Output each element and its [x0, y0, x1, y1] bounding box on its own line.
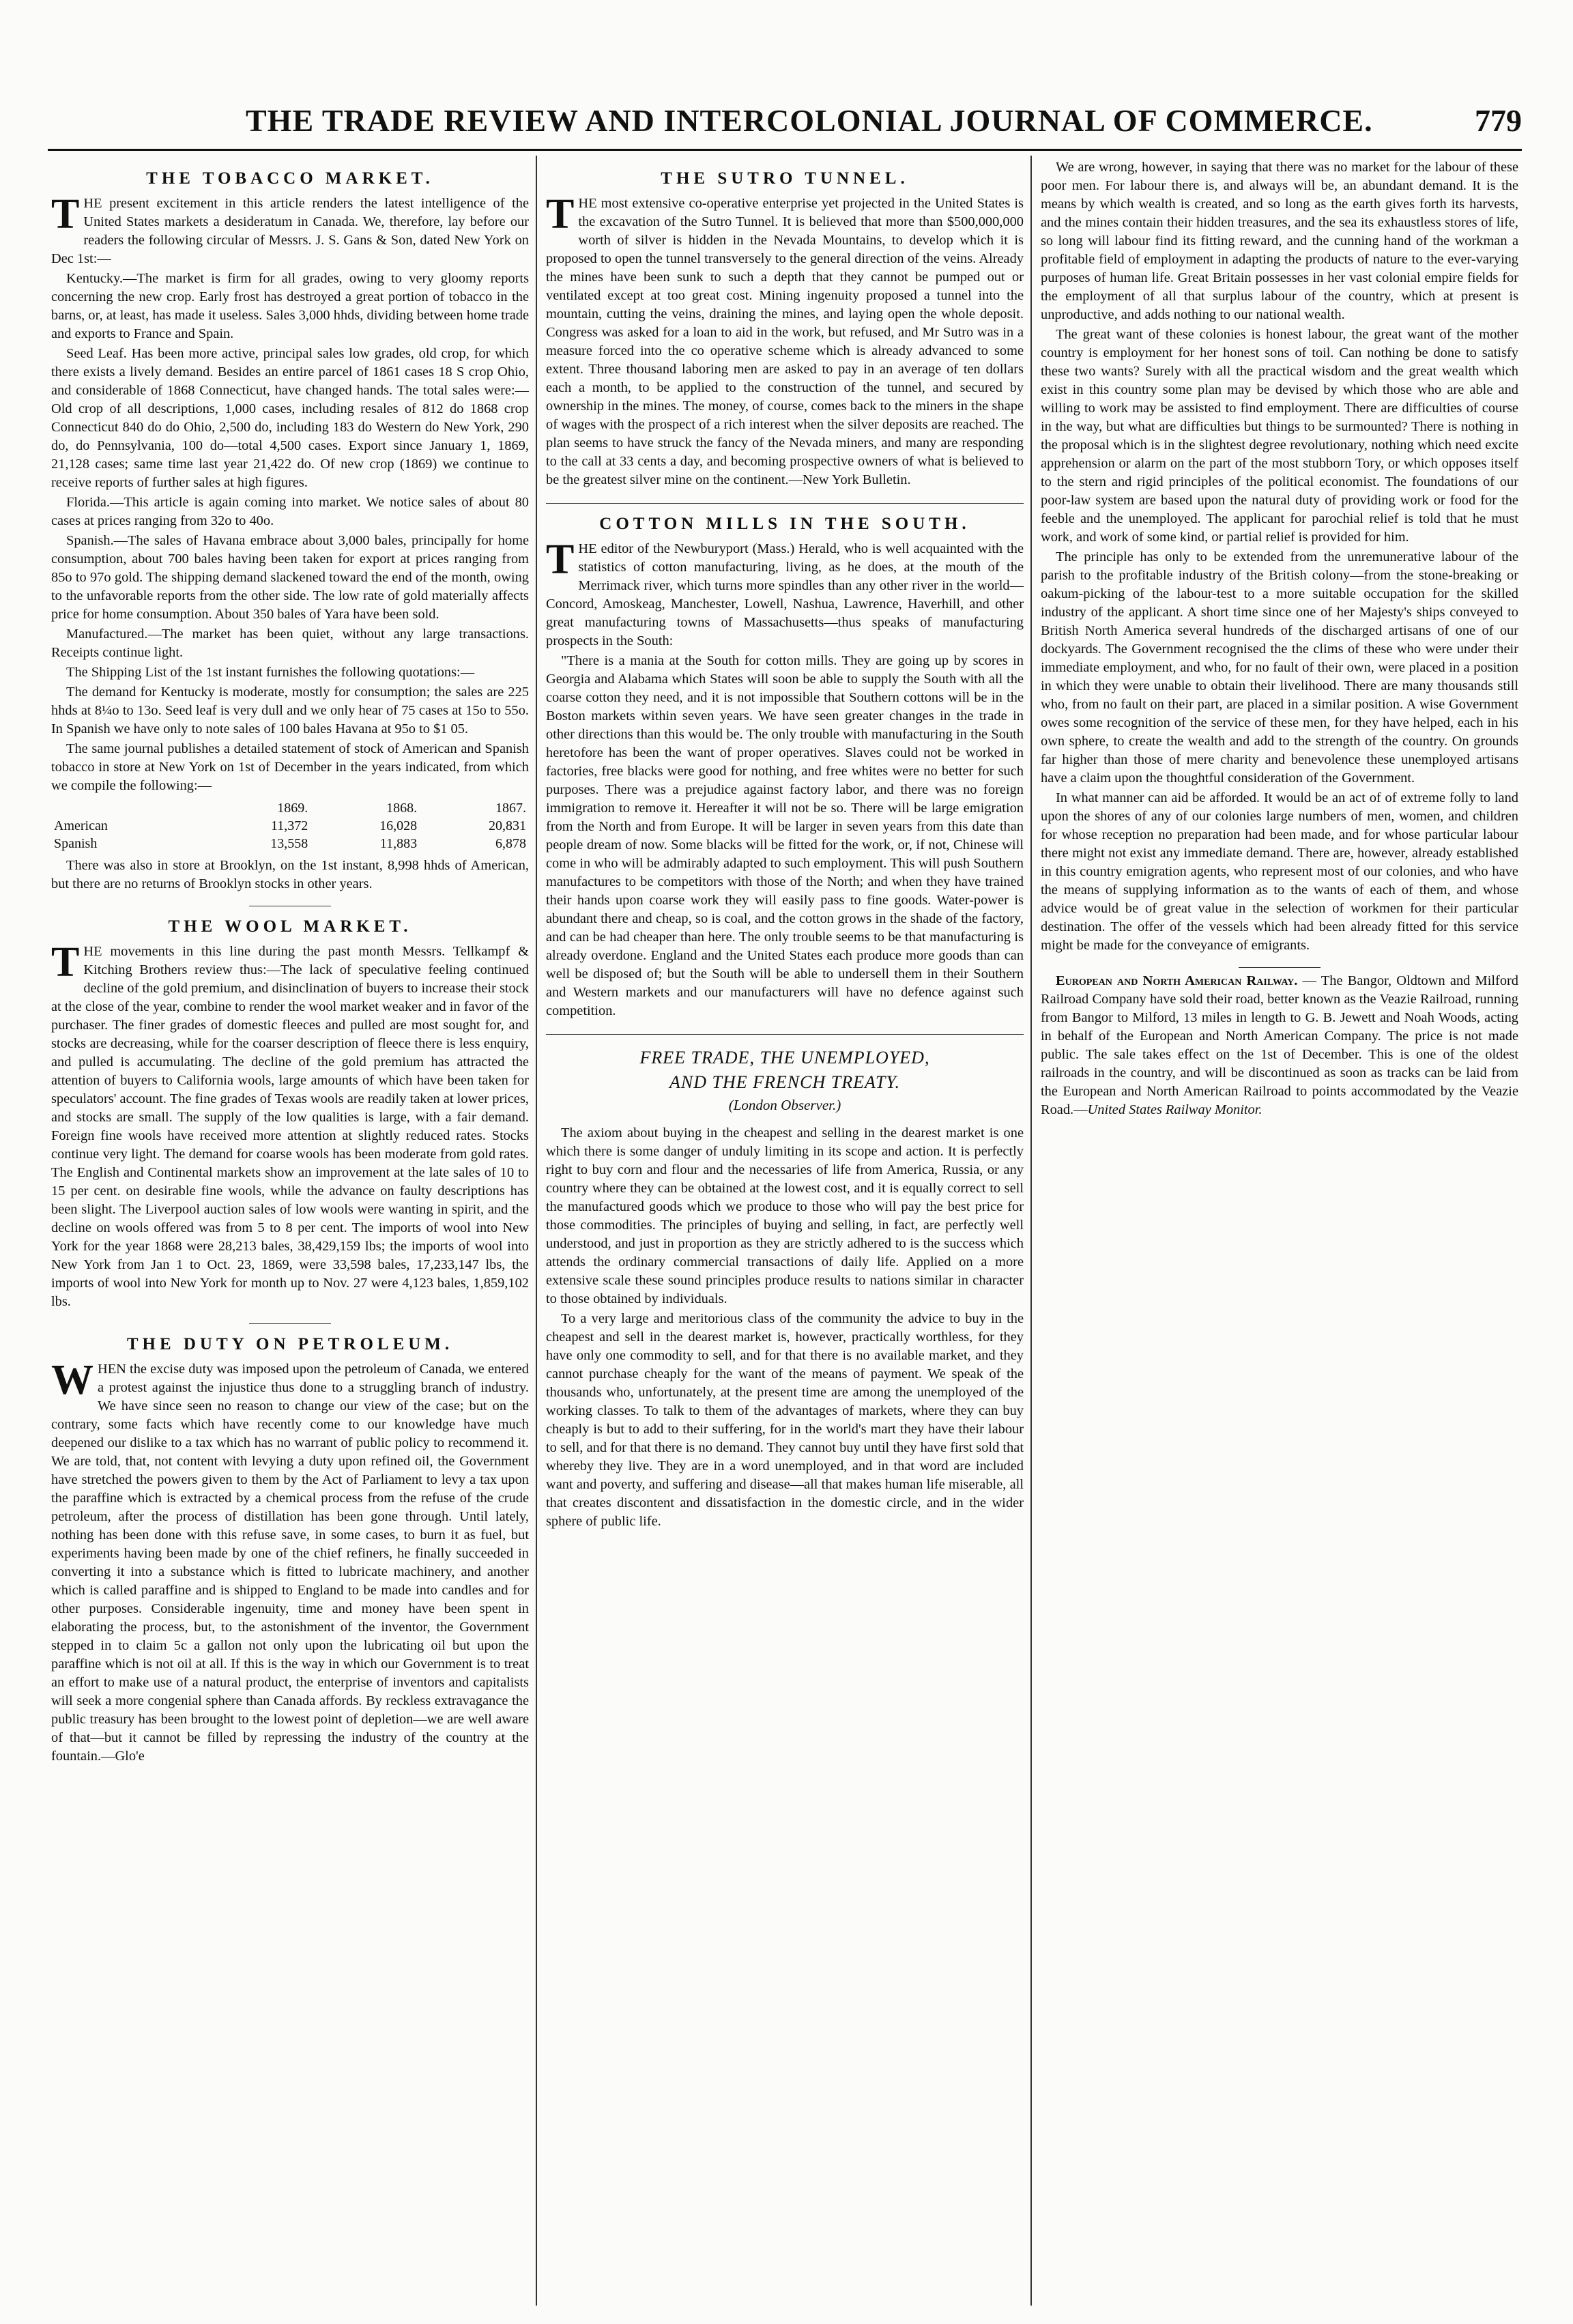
- column-rule-2: [1030, 156, 1032, 2306]
- year-1868: 1868.: [386, 801, 418, 816]
- masthead: [48, 102, 1522, 150]
- tobacco-florida: Florida.—This article is again coming into market. We notice sales of about 80 cases at prices ranging from 32o to 40o.: [51, 495, 529, 528]
- free-trade-p3: We are wrong, however, in saying that there was no market for the labour of these poor men. For labour there is, and always will be, an abundant demand. It is the means by which wealth is created, and so long as the earth gives forth its harvests, and the mines contain their hidden treasures, and the sea its exhaustless stores of life, so long will labour find its fitting reward, and the cunning hand of the workman a profitable field of employment in adapting the products of nature to the ever-varying purposes of human life. Great Britain possesses in her vast colonial empire fields for the employment of all that surplus labour of the country, which at present is unproductive, and adds nothing to our national wealth.: [1041, 160, 1518, 322]
- tobacco-intro: THE present excitement in this article renders the latest intelligence of the United States markets a desideratum in Canada. We, therefore, lay before our readers the following circular of Messrs. J. S. Gans & Son, dated New York on Dec 1st:—: [51, 191, 529, 266]
- table-cell: 16,028: [379, 818, 418, 833]
- section-separator: [249, 1323, 331, 1324]
- sutro-body: THE most extensive co-operative enterprise yet projected in the United States is the excavation of the Sutro Tunnel. It is believed that more than $500,000,000 worth of silver is hidden in the Nevada Mountains, to develop which it is proposed to open the tunnel transversely to the general direction of the veins. Already the mines have been sunk to such a depth that they cannot be pumped out or ventilated except at too great cost. Mining ingenuity proposed a tunnel into the mountain, cutting the veins, draining the mines, and laying open the whole deposit. Congress was asked for a loan to aid in the work, but refused, and Mr Sutro was in a measure forced into the co operative scheme which is already advanced to some extent. Three thousand laboring men are asked to pay in an average of ten dollars each a month, to be applied to the construction of the tunnel, and secured by ownership in the mines. The money, of course, comes back to the miners in the shape of wages with the prospect of a rich interest when the silver deposits are reached. The plan seems to have struck the fancy of the Nevada miners, and many are responding to the call at 33 cents a day, and becoming prospective owners of what is believed to be the greatest silver mine on the continent.—New York Bulletin.: [546, 191, 1024, 487]
- table-cell: 13,558: [270, 836, 308, 851]
- drop-cap-t: T: [51, 191, 80, 238]
- free-trade-p5: The principle has only to be extended from the unremunerative labour of the parish to the profitable industry of the British colony—from the stone-breaking or oakum-picking of the labour-test to a more suitable occupation for the skilled industry of the applicant. A short time since one of her Majesty's ships conveyed to British North America several hundreds of the discharged artisans of one of our dockyards. The Government recognised the the clims of these who were under their immediate employment, and who, for no fault of their own, were placed in a position in which they were unable to obtain their livelihood. There are many thousands still who, from no fault on their part, are placed in a similar position. A wise Government owes some recognition of the service of these men, for they have helped, each in his own sphere, to create the wealth and add to the strength of the country. On grounds far higher than those of mere charity and benevolence these unemployed artisans have a claim upon the thoughtful consideration of the Government.: [1041, 549, 1518, 786]
- column-2: [546, 158, 1024, 2301]
- railway-notice: [1041, 972, 1518, 1119]
- tobacco-demand: The demand for Kentucky is moderate, mostly for consumption; the sales are 225 hhds at 8¼o to 13o. Seed leaf is very dull and we only hear of 75 cases at 15o to 55o. In Spanish we have only to note sales of 100 bales Havana at 95o to $1 05.: [51, 685, 529, 736]
- wool-heading: THE WOOL MARKET.: [168, 917, 412, 936]
- row-label: Spanish: [54, 836, 98, 851]
- row-label: American: [54, 818, 108, 833]
- cotton-heading: COTTON MILLS IN THE SOUTH.: [599, 515, 970, 533]
- railway-text: — The Bangor, Oldtown and Milford Railroad Company have sold their road, better known as the Veazie Railroad, running from Bangor to Milford, 13 miles in length to G. B. Jewett and Noah Woods, acting in behalf of the European and North American Company. The price is not made public. The sale takes effect on the 1st of December. This is one of the oldest railroads in the country, and will be discontinued as soon as tracks can be laid from the European and North American Railroad to points accommodated by the Veazie Road.—: [1041, 973, 1518, 1117]
- free-trade-p4: The great want of these colonies is honest labour, the great want of the mother country is employment for her honest sons of toil. Can nothing be done to satisfy these two wants? Surely with all the practical wisdom and the great wealth which exist in this country some plan may be devised by which those who are able and willing to work may be assisted to find employment. There are difficulties of course in the way, but what are difficulties but things to be surmounted? There is nothing in the proposal which is in the slightest degree revolutionary, nothing which need excite apprehension or alarm on the part of the most stubborn Tory, or which opposes itself to the stern and rigid principles of the political economist. The foundations of our poor-law system are based upon the natural duty of providing work or food for the feeble and the unemployed. The applicant for parochial relief is told that he must work, and work of some kind, or partial relief is provided for him.: [1041, 327, 1518, 545]
- column-rule-1: [536, 156, 537, 2306]
- wool-body: THE movements in this line during the past month Messrs. Tellkampf & Kitching Brothers review thus:—The lack of speculative feeling continued decline of the gold premium, and disinclination of buyers to increase their stock at the close of the year, combine to render the wool market weaker and in favor of the purchaser. The finer grades of domestic fleeces and pulled are most sought for, and stocks are decreasing, while for the coarser description of fleece there is less enquiry, and pulled is accumulating. The decline of the gold premium has attracted the attention of buyers to California wools, large amounts of which have been taken for speculators' account. The fine grades of Texas wools are readily taken at lower prices, and stocks are small. The supply of the low qualities is large, with a fair demand. Foreign fine wools have received more attention at slightly reduced rates. Stocks continue very light. The demand for coarse wools has been moderate from gold rates. The English and Continental markets show an improvement at the late sales of 10 to 15 per cent. on desirable fine wools, while the advance on faulty descriptions has been slight. The Liverpool auction sales of low wools were wanting in spirit, and the decline on wools offered was from 5 to 8 per cent. The imports of wool into New York for the year 1868 were 28,213 bales, 38,429,159 lbs; the imports of wool into New York from Jan 1 to Oct. 23, 1869, were 33,598 bales, 17,233,147 lbs, the imports of wool into New York for month up to Nov. 27 were 4,123 bales, 1,859,102 lbs.: [51, 939, 529, 1309]
- drop-cap-t: T: [51, 939, 80, 986]
- free-trade-p1: The axiom about buying in the cheapest and selling in the dearest market is one which there is some danger of unduly limiting in its scope and action. It is perfectly right to buy corn and flour and the necessaries of life from America, Russia, or any country where they can be obtained at the lowest cost, and it is equally correct to sell the manufactured goods which we produce to those who will pay the best price for those commodities. The principles of buying and selling, in fact, are perfectly well understood, and just in proportion as they are strictly adhered to is the success which attends the ordinary commercial transactions of daily life. Applied on a more extensive scale these sound principles produce results to nations similar in character to those obtained by individuals.: [546, 1125, 1024, 1306]
- header-rule: [48, 149, 1522, 151]
- section-separator: [546, 1034, 1024, 1035]
- year-1869: 1869.: [277, 801, 308, 816]
- cotton-intro: THE editor of the Newburyport (Mass.) Herald, who is well acquainted with the statistics of cotton manufacturing, living, as he does, at the mouth of the Merrimack river, which turns more spindles than any other river in the world—Concord, Amoskeag, Manchester, Lowell, Nashua, Lawrence, Haverhill, and other great manufacturing towns of Massachusetts—thus speaks of manufacturing prospects in the South:: [546, 536, 1024, 648]
- free-trade-heading-line1: FREE TRADE, THE UNEMPLOYED,: [639, 1048, 930, 1067]
- drop-cap-t: T: [546, 536, 575, 583]
- page-number: 779: [1475, 103, 1522, 138]
- tobacco-manufactured: Manufactured.—The market has been quiet, without any large transactions. Receipts continue light.: [51, 627, 529, 660]
- journal-title: THE TRADE REVIEW AND INTERCOLONIAL JOURNAL OF COMMERCE.: [246, 103, 1373, 138]
- tobacco-brooklyn: There was also in store at Brooklyn, on the 1st instant, 8,998 hhds of American, but there are no returns of Brooklyn stocks in other years.: [51, 858, 529, 891]
- drop-cap-w: W: [51, 1357, 93, 1403]
- tobacco-stock-table: [51, 799, 529, 852]
- tobacco-stock-statement: The same journal publishes a detailed statement of stock of American and Spanish tobacco in store at New York on 1st of December in the years indicated, from which we compile the following:—: [51, 741, 529, 793]
- year-1867: 1867.: [495, 801, 526, 816]
- table-row: [51, 817, 529, 835]
- free-trade-p2: To a very large and meritorious class of the community the advice to buy in the cheapest and sell in the dearest market is, however, practically worthless, for they have only one commodity to sell, and for that there is no available market, and they cannot purchase cheaply for the want of the means of payment. We speak of the thousands who, unfortunately, at the present time are among the unemployed of the working classes. To talk to them of the advantages of markets, where they can buy cheaply is but to add to their suffering, for in the world's mart they have their labour to sell, and for that there is no demand. They cannot buy until they have first sold that whereby they live. They are in a word unemployed, and in that word are included want and poverty, and suffering and disease—all that makes human life miserable, all that creates discontent and dissatisfaction in the domestic circle, and in the wider sphere of public life.: [546, 1311, 1024, 1529]
- table-cell: 6,878: [495, 836, 526, 851]
- railway-source: United States Railway Monitor.: [1087, 1102, 1262, 1117]
- petroleum-heading: THE DUTY ON PETROLEUM.: [126, 1335, 454, 1353]
- cotton-quote: "There is a mania at the South for cotton mills. They are going up by scores in Georgia and Alabama which States will soon be able to supply the South with all the coarse cotton they need, and it is not impossible that Southern cottons will be in the Boston markets within seven years. We have seen greater changes in the trade in other directions than this would be. The only trouble with manufacturing in the South heretofore has been the want of proper operatives. Slaves could not be worked in factories, free blacks were good for nothing, and free whites were no better for such purposes. There was a prejudice against factory labor, and there was no foreign immigration to remove it. Hereafter it will not be so. There will be large emigration from the North and from Europe. It will be larger in seven years from this date than people dream of now. Some blacks will be fitted for the work, or, if not, Chinese will come in who will be admirably adapted to such employment. This will push Southern manufactures to be competitors with those of the North; and when they have trained their hands upon coarse work they will easily pass to fine goods. Water-power is abundant there and cheap, so is coal, and the cotton grows in the shade of the factory, and can be had cheaper than here. The only trouble seems to be that manufacturing is already overdone. England and the United States each produce more goods than can well be disposed of; but the South will be able to undersell them in their Southern and Western markets and our manufacturers will have no defence against such competition.: [546, 653, 1024, 1018]
- petroleum-body: WHEN the excise duty was imposed upon the petroleum of Canada, we entered a protest against the injustice thus done to a struggling branch of industry. We have since seen no reason to change our view of the case; but on the contrary, some facts which have recently come to our knowledge have much deepened our dislike to a tax which has no warrant of public policy to recommend it. We are told, that, not content with levying a duty upon refined oil, the Government have stretched the powers given to them by the Act of Parliament to levy a tax upon the paraffine which is extracted by a chemical process from the refuse of the crude petroleum, after the process of distillation has been gone through. Until lately, nothing has been done with this refuse save, in some cases, to burn it as fuel, but experiments having been made by one of the chief refiners, he finally succeeded in converting it into a substance which is fitted to lubricate machinery, and another which is called paraffine and is shipped to England to be made into candles and for other purposes. Considerable ingenuity, time and money have been spent in elaborating the process, but, to the astonishment of the inventor, the Government stepped in to claim 5c a gallon not only upon the lubricating oil but upon the paraffine which is not oil at all. If this is the way in which our Government is to treat an effort to make use of a natural product, the enterprise of inventors and capitalists will seek a more congenial sphere than Canada affords. By reckless extravagance the public treasury has been brought to the lowest point of depletion—we are well aware of that—but it cannot be filled by repressing the industry of the country at the fountain.—Glo'e: [51, 1357, 529, 1764]
- free-trade-source: (London Observer.): [728, 1097, 841, 1113]
- column-1: [51, 158, 529, 2301]
- tobacco-shipping-list: The Shipping List of the 1st instant furnishes the following quotations:—: [66, 665, 475, 680]
- railway-lead: European and North American Railway.: [1056, 973, 1298, 988]
- column-3: [1041, 158, 1518, 2301]
- drop-cap-t: T: [546, 191, 575, 238]
- tobacco-seed-leaf: Seed Leaf. Has been more active, principal sales low grades, old crop, for which there exists a lively demand. Besides an entire parcel of 1861 cases 18 S crop Ohio, and considerable of 1868 Connecticut, have changed hands. The total sales were:—Old crop of all descriptions, 1,000 cases, including resales of 812 do 1868 crop Connecticut 840 do do Ohio, 2,500 do, including 183 do Western do New York, 290 do, do Pennsylvania, 100 do—total 4,500 cases. Export since January 1, 1869, 21,128 cases; same time last year 21,422 do. Of new crop (1869) we continue to receive reports of further sales at high figures.: [51, 346, 529, 490]
- table-header-row: [51, 799, 529, 817]
- tobacco-kentucky: Kentucky.—The market is firm for all grades, owing to very gloomy reports concerning the new crop. Early frost has destroyed a great portion of tobacco in the barns, or, at least, has made it useless. Sales 3,000 hhds, dividing between home trade and exports to France and Spain.: [51, 271, 529, 341]
- table-cell: 20,831: [489, 818, 526, 833]
- table-cell: 11,883: [379, 836, 418, 851]
- section-separator: [1239, 967, 1321, 968]
- free-trade-p6: In what manner can aid be afforded. It would be an act of of extreme folly to land upon the shores of any of our colonies large numbers of men, women, and children for whose reception no preparation had been made, and for whose particular labour there might not exist any immediate demand. There are, however, already established in this country emigration agents, who represent most of our colonies, and who have the means of supplying information as to the wants of each of them, and whose advice would be of great value in the selection of workmen for their particular destination. The offer of the vessels which had been already fitted for this service might be made for the conveyance of emigrants.: [1041, 790, 1518, 953]
- tobacco-spanish: Spanish.—The sales of Havana embrace about 3,000 bales, principally for home consumption, about 700 bales having been taken for export at prices ranging from 85o to 97o gold. The shipping demand slackened toward the end of the month, owing to the unfavorable reports from the other side. The low rate of gold materially affects price for home consumption. About 350 bales of Yara have been sold.: [51, 533, 529, 622]
- table-cell: 11,372: [271, 818, 308, 833]
- free-trade-heading-line2: AND THE FRENCH TREATY.: [669, 1072, 900, 1092]
- table-row: [51, 835, 529, 852]
- sutro-heading: THE SUTRO TUNNEL.: [661, 169, 909, 188]
- tobacco-heading: THE TOBACCO MARKET.: [146, 169, 434, 188]
- section-separator: [546, 503, 1024, 504]
